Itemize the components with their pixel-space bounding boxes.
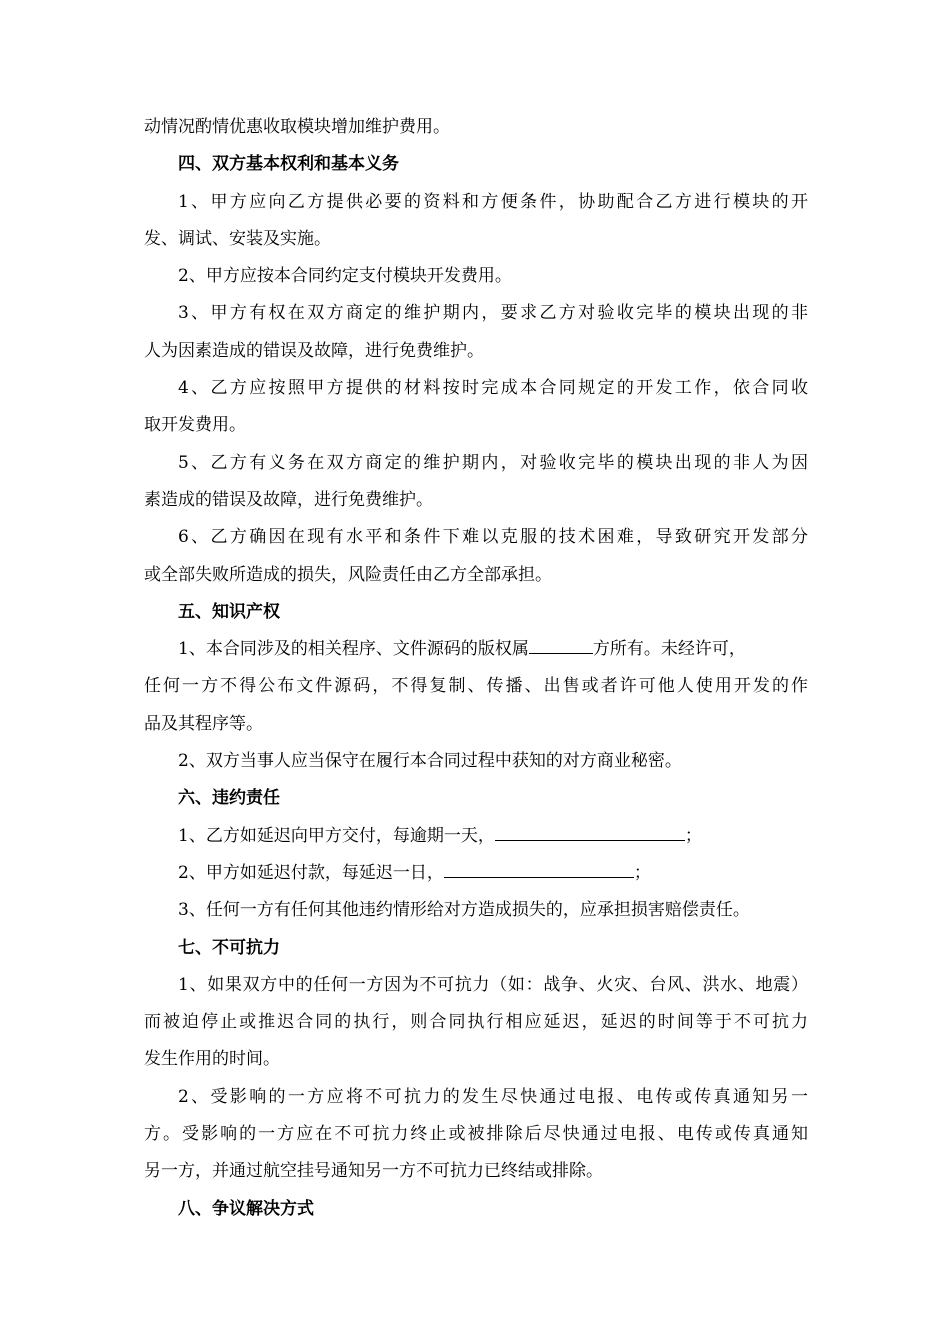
clause-4-5-line-2: 素造成的错误及故障，进行免费维护。 — [144, 489, 433, 510]
late-payment-penalty-blank — [444, 862, 634, 878]
clause-6-2 — [144, 855, 808, 892]
clause-5-1-text-b: 方所有。未经许可， — [592, 639, 746, 660]
clause-5-1-line-1 — [144, 631, 808, 668]
clause-6-1-end: ； — [684, 825, 702, 846]
clause-5-2: 2、双方当事人应当保守在履行本合同过程中获知的对方商业秘密。 — [178, 751, 682, 772]
clause-4-6-line-2: 或全部失败所造成的损失，风险责任由乙方全部承担。 — [144, 564, 552, 585]
clause-4-3-line-2: 人为因素造成的错误及故障，进行免费维护。 — [144, 340, 484, 361]
section-heading-force-majeure: 七、不可抗力 — [178, 937, 280, 958]
section-heading-rights-obligations: 四、双方基本权利和基本义务 — [178, 154, 399, 175]
copyright-owner-blank — [529, 638, 593, 654]
clause-4-5-line-1: 5、乙方有义务在双方商定的维护期内，对验收完毕的模块出现的非人为因 — [178, 452, 808, 473]
paragraph-line: 动情况酌情优惠收取模块增加维护费用。 — [144, 117, 450, 137]
clause-4-4-line-2: 取开发费用。 — [144, 415, 246, 436]
clause-4-3-line-1: 3、甲方有权在双方商定的维护期内，要求乙方对验收完毕的模块出现的非 — [178, 303, 808, 324]
clause-5-1-text-a: 1、本合同涉及的相关程序、文件源码的版权属 — [178, 639, 529, 660]
section-heading-intellectual-property: 五、知识产权 — [178, 601, 280, 622]
clause-6-1 — [144, 818, 808, 855]
clause-7-1-line-2: 而被迫停止或推迟合同的执行，则合同执行相应延迟，延迟的时间等于不可抗力 — [144, 1012, 808, 1033]
clause-7-1-line-1: 1、如果双方中的任何一方因为不可抗力（如：战争、火灾、台风、洪水、地震） — [178, 974, 808, 995]
late-delivery-penalty-blank — [495, 825, 685, 841]
clause-6-2-text: 2、甲方如延迟付款，每延迟一日， — [178, 862, 444, 883]
clause-7-2-line-3: 另一方，并通过航空挂号通知另一方不可抗力已终结或排除。 — [144, 1161, 603, 1182]
clause-4-2: 2、甲方应按本合同约定支付模块开发费用。 — [178, 266, 512, 287]
clause-4-1-line-1: 1、甲方应向乙方提供必要的资料和方便条件，协助配合乙方进行模块的开 — [178, 191, 808, 212]
clause-5-1-line-3: 品及其程序等。 — [144, 713, 263, 734]
clause-6-3: 3、任何一方有任何其他违约情形给对方造成损失的，应承担损害赔偿责任。 — [178, 900, 750, 921]
clause-7-2-line-2: 方。受影响的一方应在不可抗力终止或被排除后尽快通过电报、电传或传真通知 — [144, 1124, 808, 1145]
clause-6-1-text: 1、乙方如延迟向甲方交付，每逾期一天， — [178, 825, 495, 846]
document-page — [144, 109, 808, 1228]
section-heading-dispute-resolution: 八、争议解决方式 — [178, 1198, 314, 1219]
clause-4-1-line-2: 发、调试、安装及实施。 — [144, 228, 331, 249]
clause-4-6-line-1: 6、乙方确因在现有水平和条件下难以克服的技术困难，导致研究开发部分 — [178, 527, 808, 548]
clause-6-2-end: ； — [633, 862, 651, 883]
section-heading-breach-liability: 六、违约责任 — [178, 788, 280, 809]
clause-4-4-line-1: 4、乙方应按照甲方提供的材料按时完成本合同规定的开发工作，依合同收 — [178, 378, 808, 399]
clause-7-1-line-3: 发生作用的时间。 — [144, 1049, 280, 1070]
clause-5-1-line-2: 任何一方不得公布文件源码，不得复制、传播、出售或者许可他人使用开发的作 — [144, 676, 808, 697]
clause-7-2-line-1: 2、受影响的一方应将不可抗力的发生尽快通过电报、电传或传真通知另一 — [178, 1086, 808, 1107]
